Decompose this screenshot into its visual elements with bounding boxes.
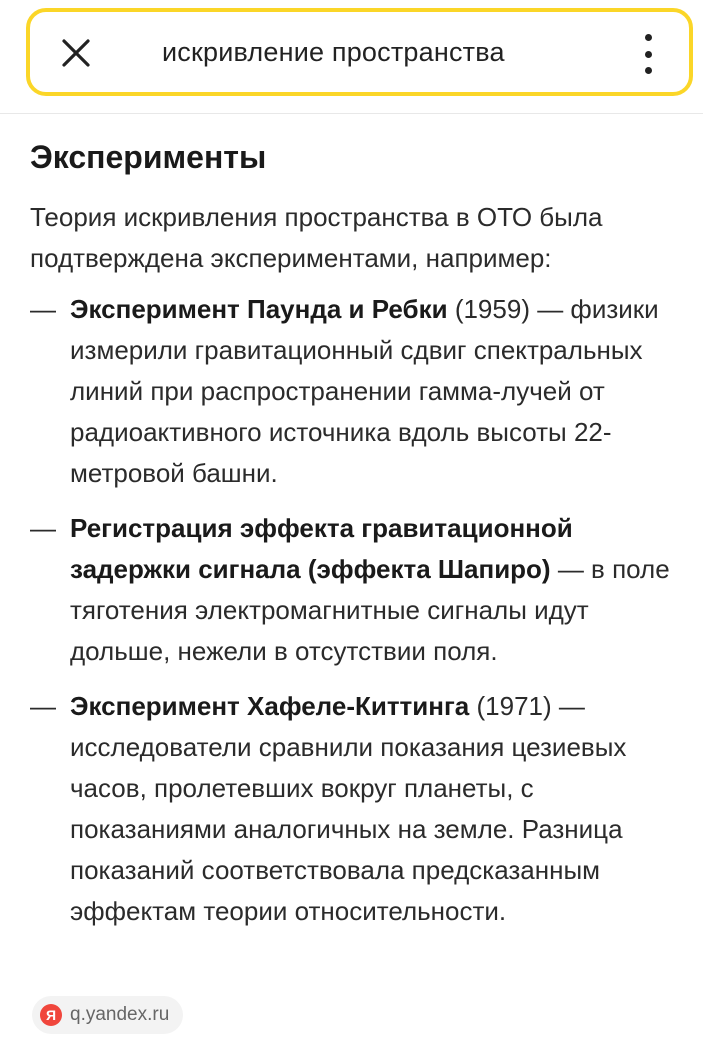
list-item xyxy=(30,508,690,672)
experiment-description: (1971) — исследователи сравнили показания цезиевых часов, пролетевших вокруг планеты, с показаниями аналогичных на земле. Разница показаний соответствовала предсказанным эффектам теории относительности. xyxy=(70,691,627,926)
experiments-list xyxy=(30,289,690,932)
experiment-description: (1959) — физики измерили гравитационный сдвиг спектральных линий при распространении гамма-лучей от радиоактивного источника вдоль высоты 22-метровой башни. xyxy=(70,294,659,488)
list-dash: — xyxy=(30,294,56,324)
search-bar[interactable] xyxy=(26,8,693,96)
experiment-title: Эксперимент Паунда и Ребки xyxy=(70,294,448,324)
experiment-description: — в поле тяготения электромагнитные сигналы идут дольше, нежели в отсутствии поля. xyxy=(70,554,670,666)
more-vertical-icon[interactable] xyxy=(641,34,655,74)
article xyxy=(30,135,690,946)
article-intro: Теория искривления пространства в ОТО была подтверждена экспериментами, например: xyxy=(30,202,603,273)
list-item xyxy=(30,686,690,932)
experiment-title: Регистрация эффекта гравитационной задержки сигнала (эффекта Шапиро) xyxy=(70,513,573,584)
list-dash: — xyxy=(30,691,56,721)
experiment-title: Эксперимент Хафеле-Киттинга xyxy=(70,691,470,721)
header-divider xyxy=(0,113,703,114)
close-icon[interactable] xyxy=(60,37,92,69)
search-query[interactable]: искривление пространства xyxy=(162,37,505,67)
source-link[interactable] xyxy=(32,996,183,1034)
list-dash: — xyxy=(30,513,56,543)
source-domain: q.yandex.ru xyxy=(70,1004,170,1025)
list-item xyxy=(30,289,690,494)
article-heading: Эксперименты xyxy=(30,139,267,175)
yandex-logo-icon: Я xyxy=(40,1004,62,1026)
